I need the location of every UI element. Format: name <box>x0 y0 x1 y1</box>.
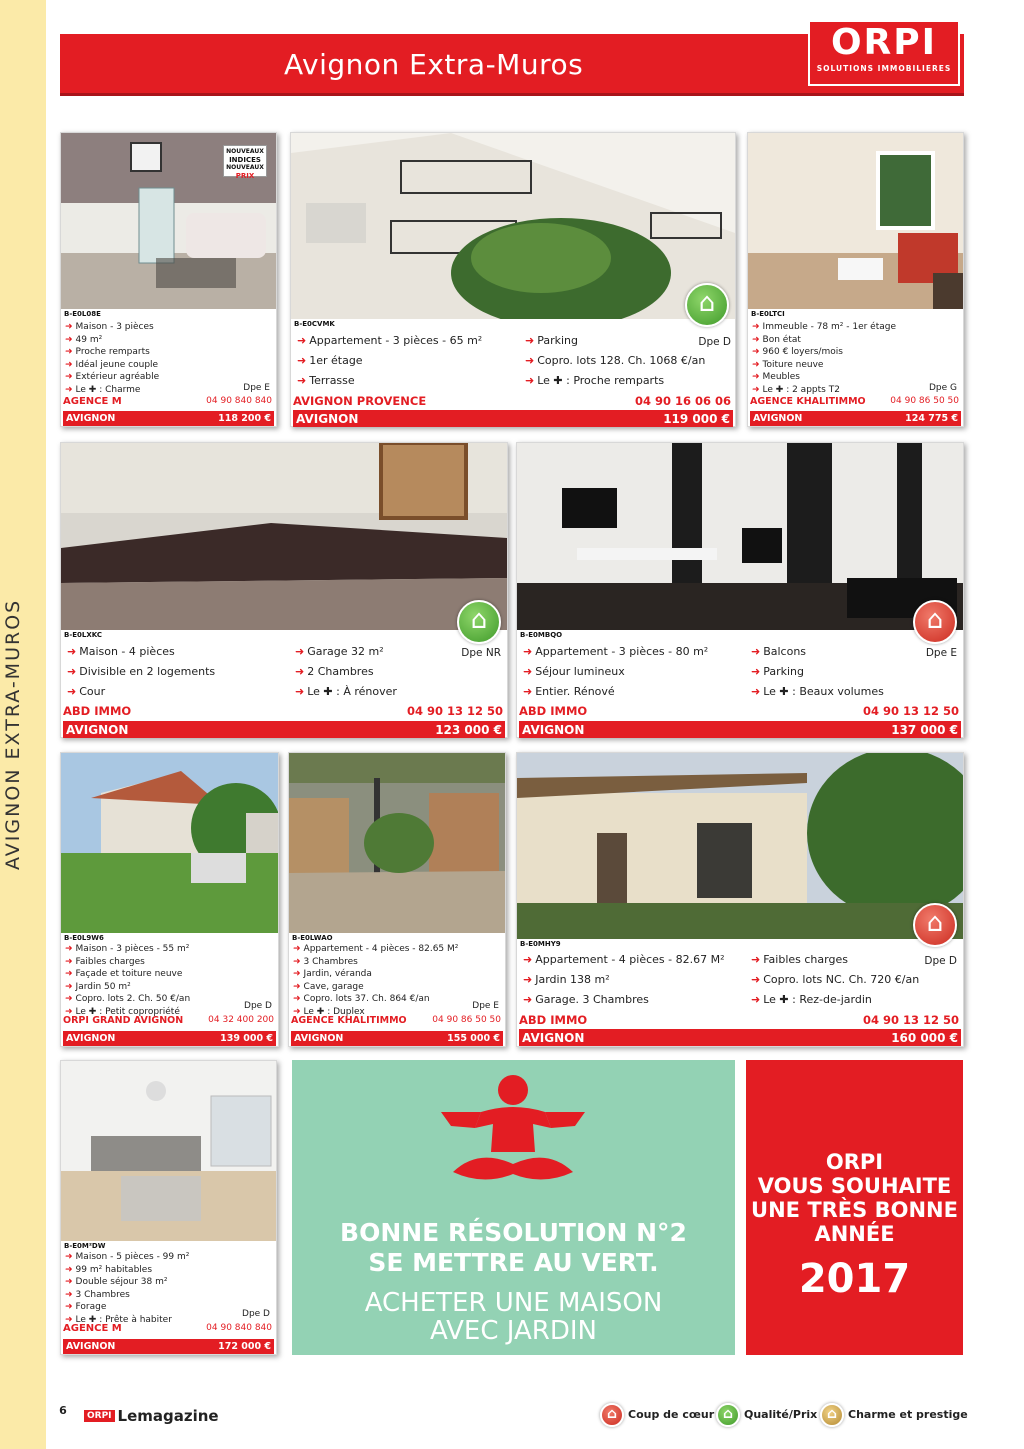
agency-phone[interactable]: 04 90 86 50 50 <box>432 1015 501 1025</box>
agency-row <box>63 396 274 410</box>
price-bar <box>293 410 733 427</box>
magazine-brand: ORPI <box>84 1410 115 1422</box>
listing-card[interactable] <box>288 752 506 1047</box>
listing-ref: B-E0L08E <box>61 309 104 319</box>
listing-card[interactable] <box>60 442 508 738</box>
furnished-room-photo <box>748 133 963 309</box>
listing-feature: ➜ Terrasse <box>297 374 355 387</box>
listing-feature: ➜ Maison - 3 pièces - 55 m² <box>65 944 190 954</box>
listing-price: 139 000 € <box>220 1033 273 1044</box>
listing-feature: ➜ Copro. lots NC. Ch. 720 €/an <box>751 973 920 986</box>
agency-phone[interactable]: 04 90 13 12 50 <box>862 704 959 718</box>
listing-feature: ➜ Le ✚ : Duplex <box>293 1006 365 1017</box>
listing-feature: ➜ Appartement - 4 pièces - 82.65 M² <box>293 944 459 954</box>
listing-card[interactable] <box>60 752 279 1047</box>
listing-feature: ➜ Le ✚ : Proche remparts <box>525 374 665 387</box>
agency-phone[interactable]: 04 90 840 840 <box>206 396 272 406</box>
magazine-name: Lemagazine <box>117 1406 219 1425</box>
dpe-rating: Dpe E <box>472 1001 499 1011</box>
listing-feature: ➜ Faibles charges <box>65 956 145 967</box>
dpe-rating: Dpe D <box>924 955 957 967</box>
agency-row <box>750 396 961 410</box>
room-to-renovate-photo <box>61 443 507 630</box>
promo-line-4: AVEC JARDIN <box>430 1316 597 1346</box>
listing-feature: ➜ Maison - 3 pièces <box>65 322 154 332</box>
price-bar <box>291 1031 503 1046</box>
page-number: 6 <box>54 1402 72 1420</box>
listing-feature: ➜ 99 m² habitables <box>65 1264 153 1275</box>
agency-name: AGENCE M <box>63 1323 122 1334</box>
listing-feature: ➜ Parking <box>751 665 805 678</box>
listing-feature: ➜ Appartement - 4 pièces - 82.67 M² <box>523 953 725 966</box>
listing-feature: ➜ Le ✚ : Rez-de-jardin <box>751 993 872 1006</box>
modern-living-room-photo <box>517 443 963 630</box>
listing-feature: ➜ Façade et toiture neuve <box>65 969 183 979</box>
price-bar <box>750 411 961 426</box>
dpe-rating: Dpe D <box>244 1001 272 1011</box>
listing-price: 118 200 € <box>218 413 271 424</box>
listing-feature: ➜ Entier. Rénové <box>523 685 615 698</box>
listing-price: 123 000 € <box>435 723 502 737</box>
agency-name: AVIGNON PROVENCE <box>293 394 427 408</box>
agency-phone[interactable]: 04 32 400 200 <box>208 1015 274 1025</box>
listing-price: 160 000 € <box>891 1031 958 1045</box>
price-bar <box>519 1029 961 1046</box>
wish-year: 2017 <box>798 1256 911 1302</box>
star-house-icon <box>820 1403 844 1427</box>
listing-feature: ➜ Maison - 5 pièces - 99 m² <box>65 1252 190 1262</box>
listing-feature: ➜ 3 Chambres <box>293 956 358 967</box>
listing-feature: ➜ Parking <box>525 334 579 347</box>
listing-feature: ➜ Copro. lots 128. Ch. 1068 €/an <box>525 354 706 367</box>
listing-feature: ➜ Jardin, véranda <box>293 969 372 979</box>
house-garden-photo <box>517 753 963 939</box>
coup-de-coeur-badge <box>913 903 957 947</box>
listing-feature: ➜ 960 € loyers/mois <box>752 347 843 357</box>
listing-card[interactable] <box>516 752 964 1047</box>
listing-feature: ➜ Le ✚ : Charme <box>65 384 141 395</box>
listing-city: AVIGNON <box>522 1031 585 1045</box>
agency-row <box>63 1323 274 1337</box>
listing-feature: ➜ Le ✚ : Petit copropriété <box>65 1006 180 1017</box>
price-bar <box>63 1031 276 1046</box>
dpe-rating: Dpe G <box>928 383 957 393</box>
listing-ref: B-E0LWAO <box>289 933 336 943</box>
listing-feature: ➜ Copro. lots 37. Ch. 864 €/an <box>293 994 430 1004</box>
listing-feature: ➜ Meubles <box>752 372 800 382</box>
listing-ref: B-E0LXKC <box>61 630 105 640</box>
agency-row <box>63 704 505 718</box>
agency-phone[interactable]: 04 90 86 50 50 <box>890 396 959 406</box>
listing-price: 172 000 € <box>218 1341 271 1352</box>
listing-feature: ➜ Le ✚ : À rénover <box>295 685 397 698</box>
listing-card[interactable] <box>747 132 964 427</box>
agency-row <box>63 1015 276 1029</box>
listing-feature: ➜ Appartement - 3 pièces - 80 m² <box>523 645 709 658</box>
listing-price: 155 000 € <box>447 1033 500 1044</box>
listing-feature: ➜ Le ✚ : 2 appts T2 <box>752 384 840 395</box>
coup-de-coeur-badge <box>913 600 957 644</box>
agency-row <box>291 1015 503 1029</box>
apartment-building-photo <box>291 133 735 319</box>
dpe-rating: Dpe D <box>698 336 731 348</box>
listing-feature: ➜ Copro. lots 2. Ch. 50 €/an <box>65 994 191 1004</box>
listing-card[interactable] <box>60 132 277 427</box>
new-price-tag: NOUVEAUX INDICES NOUVEAUX PRIX <box>223 145 267 177</box>
magazine-logo <box>84 1405 219 1425</box>
listing-city: AVIGNON <box>66 1033 116 1044</box>
agency-name: ABD IMMO <box>519 1013 588 1027</box>
listing-feature: ➜ Garage 32 m² <box>295 645 384 658</box>
logo-name: ORPI <box>830 22 938 63</box>
price-bar <box>63 721 505 738</box>
side-section-label: AVIGNON EXTRA-MUROS <box>2 598 24 870</box>
agency-name: AGENCE KHALITIMMO <box>291 1015 407 1026</box>
listing-feature: ➜ Forage <box>65 1302 107 1312</box>
agency-name: AGENCE M <box>63 396 122 407</box>
logo-tagline: SOLUTIONS IMMOBILIERES <box>816 64 952 73</box>
patio-pergola-photo <box>289 753 505 933</box>
price-bar <box>63 1339 274 1354</box>
listing-feature: ➜ 2 Chambres <box>295 665 374 678</box>
listing-city: AVIGNON <box>753 413 803 424</box>
listing-feature: ➜ Garage. 3 Chambres <box>523 993 649 1006</box>
dpe-rating: Dpe NR <box>461 647 501 659</box>
dpe-rating: Dpe E <box>925 647 957 659</box>
listing-feature: ➜ Balcons <box>751 645 807 658</box>
listing-ref: B-E0MBQO <box>517 630 565 640</box>
dining-room-photo <box>61 1061 276 1241</box>
listing-feature: ➜ Faibles charges <box>751 953 848 966</box>
listing-feature: ➜ Immeuble - 78 m² - 1er étage <box>752 322 897 332</box>
resolution-promo <box>292 1060 735 1355</box>
listing-city: AVIGNON <box>522 723 585 737</box>
listing-card[interactable] <box>516 442 964 738</box>
listing-feature: ➜ Bon état <box>752 334 801 345</box>
listing-feature: ➜ Toiture neuve <box>752 359 824 370</box>
price-bar <box>63 411 274 426</box>
listing-city: AVIGNON <box>294 1033 344 1044</box>
agency-phone[interactable]: 04 90 13 12 50 <box>862 1013 959 1027</box>
dpe-rating: Dpe E <box>243 383 270 393</box>
agency-row <box>519 704 961 718</box>
listing-price: 124 775 € <box>905 413 958 424</box>
heart-house-icon <box>600 1403 624 1427</box>
listing-ref: B-E0MHY9 <box>517 939 564 949</box>
orpi-logo <box>808 20 960 86</box>
listing-feature: ➜ 3 Chambres <box>65 1289 130 1300</box>
listing-feature: ➜ Jardin 138 m² <box>523 973 610 986</box>
listing-price: 137 000 € <box>891 723 958 737</box>
section-title: Avignon Extra-Muros <box>284 48 584 81</box>
listing-city: AVIGNON <box>66 413 116 424</box>
listing-ref: B-E0LTCI <box>748 309 788 319</box>
wish-line: ANNÉE <box>814 1222 895 1246</box>
quality-price-badge <box>685 283 729 327</box>
wish-line: VOUS SOUHAITE <box>757 1174 952 1198</box>
promo-line-2: SE METTRE AU VERT. <box>368 1248 659 1277</box>
listing-card[interactable] <box>290 132 736 427</box>
listing-feature: ➜ 1er étage <box>297 354 363 367</box>
promo-line-1: BONNE RÉSOLUTION N°2 <box>340 1218 687 1247</box>
listing-feature: ➜ Extérieur agréable <box>65 372 160 382</box>
garden-house-photo <box>61 753 278 933</box>
listing-feature: ➜ 49 m² <box>65 334 103 345</box>
listing-feature: ➜ Jardin 50 m² <box>65 981 131 992</box>
listing-feature: ➜ Séjour lumineux <box>523 665 625 678</box>
listing-city: AVIGNON <box>66 723 129 737</box>
listing-price: 119 000 € <box>663 412 730 426</box>
listing-ref: B-E0L9W6 <box>61 933 107 943</box>
agency-name: ABD IMMO <box>519 704 588 718</box>
listing-city: AVIGNON <box>66 1341 116 1352</box>
dpe-rating: Dpe D <box>242 1309 270 1319</box>
new-year-wishes <box>746 1060 963 1355</box>
listing-feature: ➜ Divisible en 2 logements <box>67 665 216 678</box>
agency-phone[interactable]: 04 90 13 12 50 <box>406 704 503 718</box>
listing-ref: B-E0CVMK <box>291 319 338 329</box>
listing-feature: ➜ Le ✚ : Beaux volumes <box>751 685 884 698</box>
listing-feature: ➜ Appartement - 3 pièces - 65 m² <box>297 334 483 347</box>
promo-line-3: ACHETER UNE MAISON <box>364 1288 663 1318</box>
agency-name: ABD IMMO <box>63 704 132 718</box>
listing-feature: ➜ Proche remparts <box>65 347 150 357</box>
listing-feature: ➜ Cour <box>67 685 106 698</box>
quality-price-badge <box>457 600 501 644</box>
listing-card[interactable] <box>60 1060 277 1355</box>
meditation-figure-icon <box>433 1070 593 1190</box>
agency-phone[interactable]: 04 90 16 06 06 <box>634 394 731 408</box>
listing-city: AVIGNON <box>296 412 359 426</box>
agency-phone[interactable]: 04 90 840 840 <box>206 1323 272 1333</box>
listing-feature: ➜ Idéal jeune couple <box>65 359 159 370</box>
agency-row <box>293 394 733 408</box>
price-bar <box>519 721 961 738</box>
listing-feature: ➜ Maison - 4 pièces <box>67 645 175 658</box>
wish-line: UNE TRÈS BONNE <box>751 1198 958 1222</box>
listing-feature: ➜ Double séjour 38 m² <box>65 1277 168 1287</box>
agency-name: AGENCE KHALITIMMO <box>750 396 866 407</box>
agency-name: ORPI GRAND AVIGNON <box>63 1015 184 1026</box>
listing-feature: ➜ Le ✚ : Prête à habiter <box>65 1314 172 1325</box>
wish-line: ORPI <box>825 1150 884 1174</box>
listing-feature: ➜ Cave, garage <box>293 981 364 992</box>
agency-row <box>519 1013 961 1027</box>
listing-ref: B-E0M²DW <box>61 1241 108 1251</box>
euro-house-icon <box>716 1403 740 1427</box>
